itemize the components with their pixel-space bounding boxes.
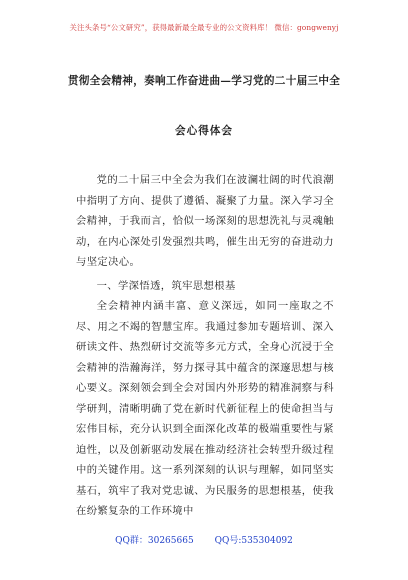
body-paragraph: 全会精神内涵丰富、意义深远，如同一座取之不尽、用之不竭的智慧宝库。我通过参加专题培训、深入研读文件、热烈研讨交流等多元方式，全身心沉浸于全会精神的浩瀚海洋，努力探寻其中蕴含的深邃思想与核心要义。深刻领会到全会对国内外形势的精准洞察与科学研判，清晰明确了党在新时代新征程上的使命担当与宏伟目标，充分认识到全面深化改革的极端重要性与紧迫性，以及创新驱动发展在推动经济社会转型升级过程中的关键作用。这一系列深刻的认识与理解，如同坚实基石，筑牢了我对党忠诚、为民服务的思想根基，使我在纷繁复杂的工作环境中 (76, 300, 334, 517)
promo-header-note: 关注头条号“公文研究”，获得最新最全最专业的公文资料库！ 微信：gongwenyj (69, 23, 339, 32)
document-body (76, 170, 334, 522)
document-title-line1: 贯彻全会精神，奏响工作奋进曲—学习党的二十届三中全 (67, 75, 341, 87)
intro-paragraph: 党的二十届三中全会为我们在波澜壮阔的时代浪潮中指明了方向、提供了遵循、凝聚了力量。深入学习全会精神，于我而言，恰似一场深刻的思想洗礼与灵魂触动，在内心深处引发强烈共鸣，催生出无穷的奋进动力与坚定决心。 (76, 174, 334, 268)
document-title-line2: 会心得体会 (175, 125, 233, 137)
contact-footer (0, 533, 408, 546)
qq-group-text: QQ群：30265665 (115, 536, 194, 546)
qq-number-text: QQ号:535304092 (214, 536, 293, 546)
section-heading: 一、学深悟透，筑牢思想根基 (96, 279, 236, 292)
